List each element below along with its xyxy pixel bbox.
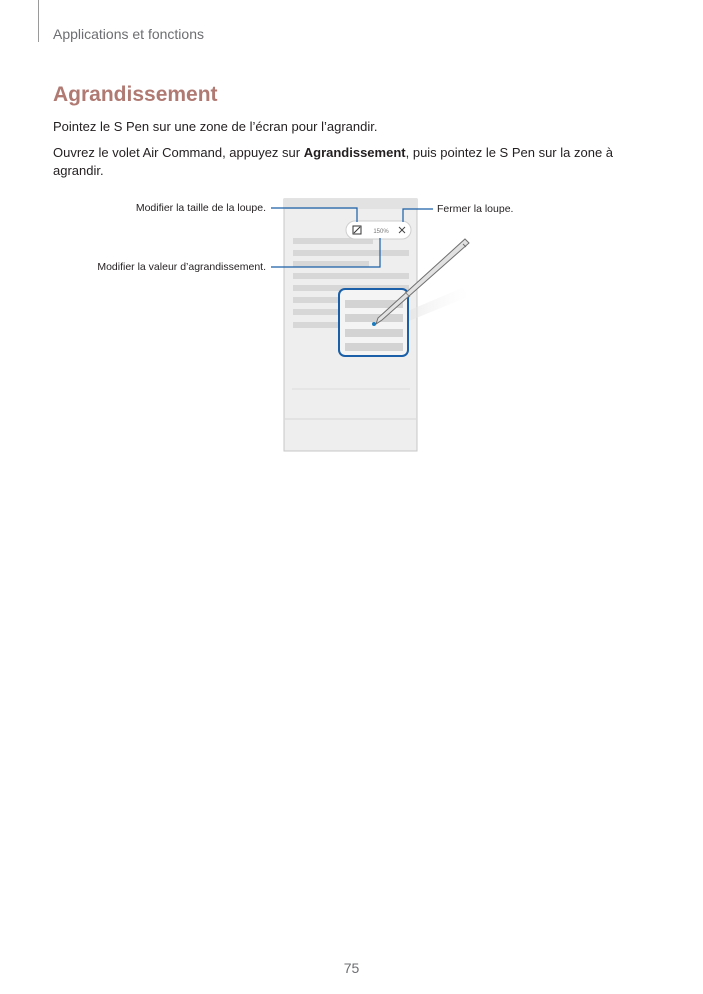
callout-zoom-value: Modifier la valeur d’agrandissement. (97, 261, 266, 273)
section-title: Agrandissement (53, 83, 218, 106)
callout-close: Fermer la loupe. (437, 203, 514, 215)
page-number: 75 (343, 960, 360, 976)
running-header: Applications et fonctions (53, 26, 204, 42)
paragraph-text-1: Ouvrez le volet Air Command, appuyez sur (53, 145, 304, 160)
margin-rule (38, 0, 39, 42)
callout-resize: Modifier la taille de la loupe. (135, 202, 266, 214)
paragraph-intro: Pointez le S Pen sur une zone de l’écran pour l’agrandir. (53, 119, 378, 134)
agrandissement-term: Agrandissement (303, 145, 406, 160)
zoom-value-label[interactable]: 150% (373, 229, 389, 235)
paragraph-instructions (53, 144, 643, 180)
paragraph-text-2: , puis pointez le S Pen sur la zone à agrandir. (53, 145, 614, 178)
